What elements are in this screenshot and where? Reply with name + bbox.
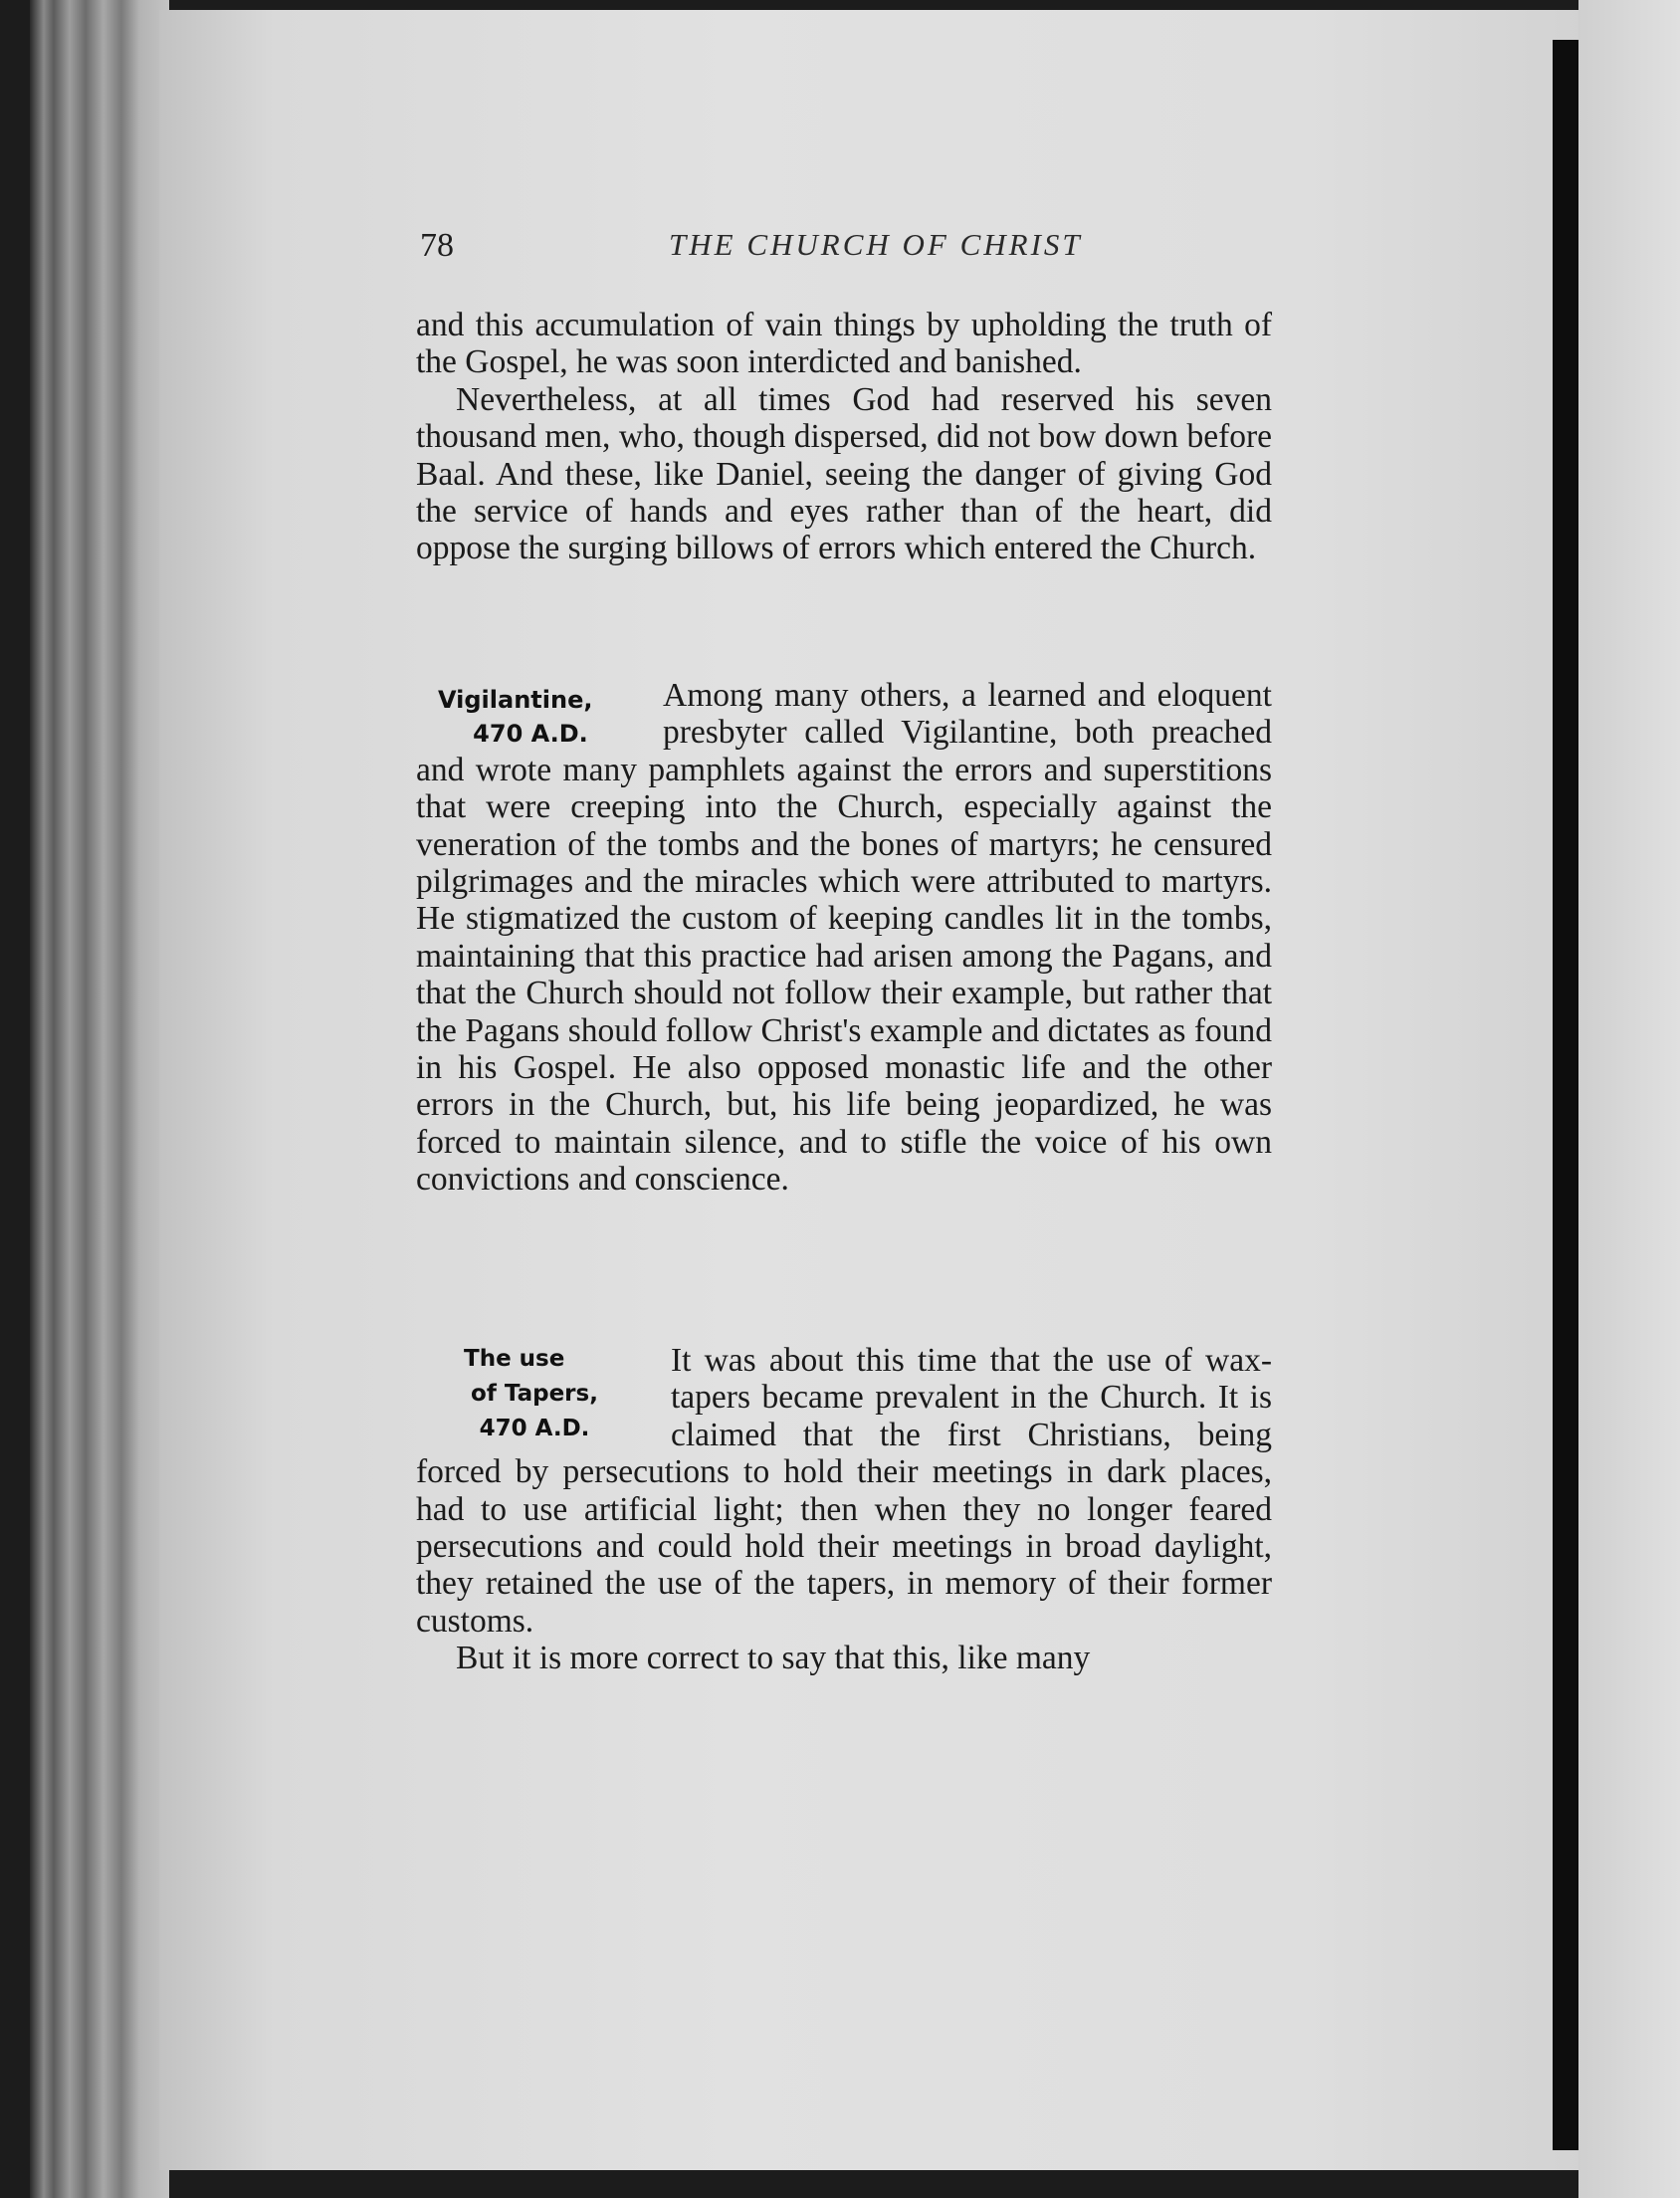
margin-note-vigilantine xyxy=(416,683,645,751)
text-block-opening xyxy=(416,307,1272,567)
page-edges xyxy=(30,0,169,2198)
margin-note-line: Vigilantine, xyxy=(438,686,593,714)
paragraph: But it is more correct to say that this, like many xyxy=(456,1640,1091,1677)
margin-note-line: of Tapers, xyxy=(471,1381,598,1407)
book-gutter xyxy=(1553,40,1578,2150)
paragraph: Among many others, a learned and eloquent presbyter called Vigilantine, both preached and wrote many pamphlets against the errors and superstitions that were creeping into the Church, especially against the veneration of the tombs and the bones of martyrs; he censured pilgrimages and the miracles which were attributed to martyrs. He stigmatized the custom of keeping candles lit in the tombs, maintaining that this practice had arisen among the Pagans, and that the Church should not follow their example, but rather that the Pagans should follow Christ's example and dictates as found in his Gospel. He also opposed monastic life and the other errors in the Church, but, his life being jeopardized, he was forced to maintain silence, and to stifle the voice of his own convictions and conscience. xyxy=(416,677,1272,1199)
running-title: THE CHURCH OF CHRIST xyxy=(669,227,1083,262)
page-number: 78 xyxy=(420,227,454,264)
paragraph: Nevertheless, at all times God had reserved his seven thousand men, who, though dispersed, did not bow down before Baal. And these, like Daniel, seeing the danger of giving God the service of hands and eyes rather than of the heart, did oppose the surging billows of errors which entered the Church. xyxy=(416,380,1272,567)
margin-note-line: 470 A.D. xyxy=(479,1416,590,1441)
paragraph: and this accumulation of vain things by upholding the truth of the Gospel, he was soon interdicted and banished. xyxy=(416,307,1272,381)
margin-note-tapers xyxy=(416,1342,653,1446)
paragraph: It was about this time that the use of wax-tapers became prevalent in the Church. It is claimed that the first Christians, being forced by persecutions to hold their meetings in dark places, had to use artificial light; then when they no longer feared persecutions and could hold their meetings in broad daylight, they retained the use of the tapers, in memory of their former customs. xyxy=(416,1342,1272,1640)
page-header xyxy=(420,227,1274,267)
text-block-tapers xyxy=(416,1342,1272,1677)
margin-note-line: The use xyxy=(464,1346,565,1372)
text-block-vigilantine xyxy=(416,677,1272,1199)
margin-note-line: 470 A.D. xyxy=(473,720,588,748)
facing-page-edge xyxy=(1578,0,1680,2198)
